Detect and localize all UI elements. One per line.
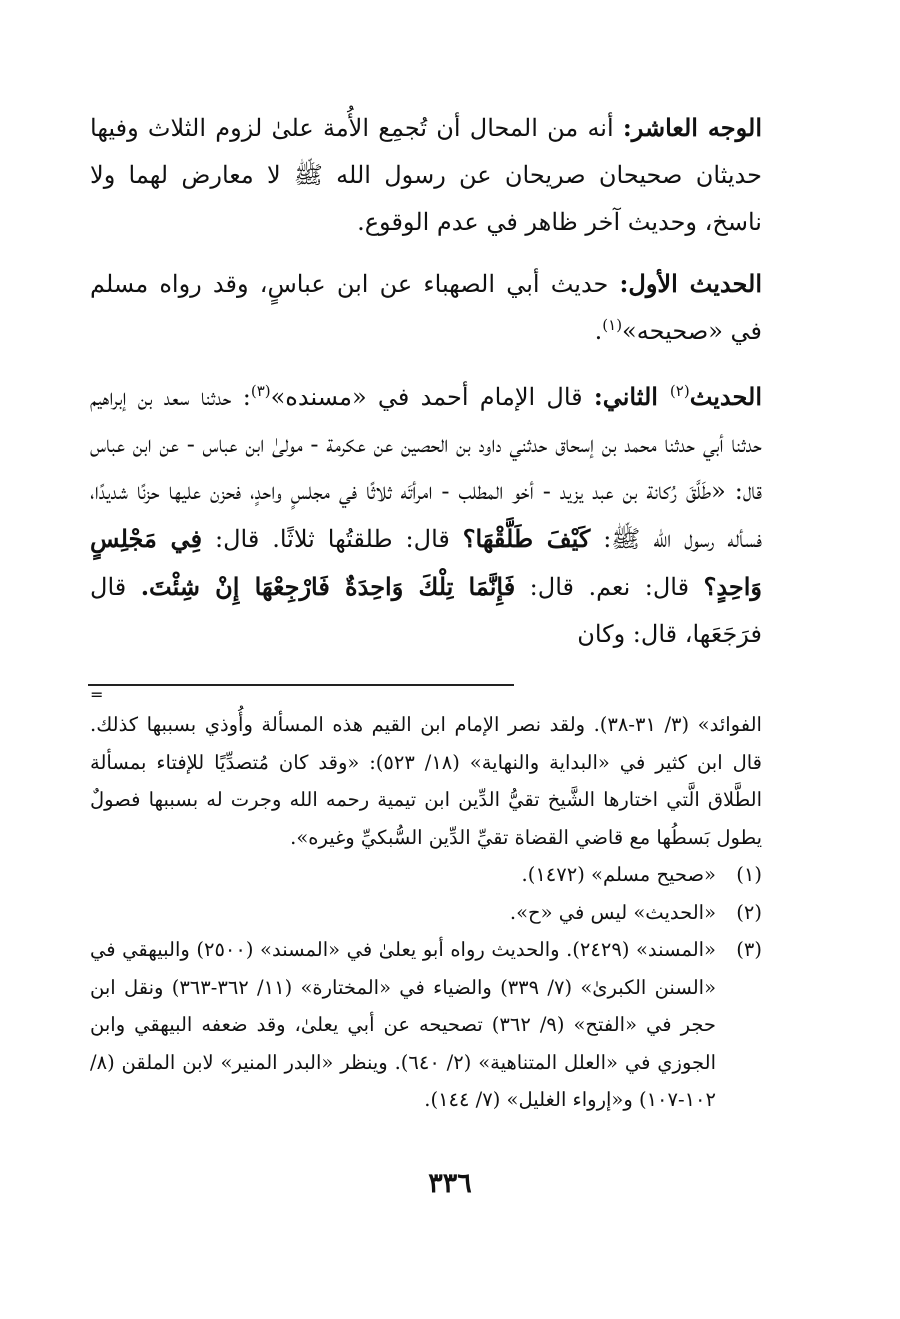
hadith-quote: فَإِنَّمَا تِلْكَ وَاحِدَةٌ فَارْجِعْهَا إِنْ شِئْتَ. (140, 572, 516, 601)
paragraph-heading: الحديث (689, 382, 763, 411)
paragraph-text: قال: نعم. قال: (515, 573, 704, 601)
footnote-text: «صحيح مسلم» (١٤٧٢). (521, 863, 716, 886)
footnote-ref-1[interactable]: (١) (602, 316, 623, 334)
paragraph-second-hadith (90, 373, 762, 658)
footnote-3 (90, 931, 762, 1119)
paragraph-heading: الوجه العاشر: (622, 113, 762, 142)
paragraph-first-hadith (90, 260, 762, 355)
paragraph-end: . (594, 317, 603, 345)
footnote-ref-2[interactable]: (٢) (669, 382, 690, 400)
footnote-separator (88, 684, 514, 686)
footnote-1 (90, 856, 762, 894)
paragraph-heading: الحديث الأول: (619, 269, 762, 298)
continuation-mark: = (90, 685, 104, 704)
footnote-continued: الفوائد» (٣/ ٣١-٣٨). ولقد نصر الإمام ابن القيم هذه المسألة وأُوذي بسببها كذلك. قال ابن كثير في «البداية والنهاية» (١٨/ ٥٢٣): «وقد كان مُتصدِّيًا للإفتاء بمسألة الطَّلاق الَّتي اختارها الشَّيخ تقيُّ الدِّين ابن تيمية رحمه الله وجرت له بسببها فصولٌ يطول بَسطُها مع قاضي القضاة تقيِّ الدِّين السُّبكيِّ وغيره». (90, 713, 762, 849)
paragraph-text: أنه من المحال أن تُجمِع الأُمة علىٰ لزوم الثلاث وفيها حديثان صحيحان صريحان عن رسول الله ﷺ لا معارض لهما ولا ناسخ، وحديث آخر ظاهر في عدم الوقوع. (90, 114, 762, 236)
page-number: ٣٣٦ (428, 1168, 472, 1199)
footnote-number: (١) (736, 863, 762, 886)
hadith-quote: كَيْفَ طَلَّقْهَا؟ (462, 524, 591, 553)
footnote-text: «الحديث» ليس في «ح». (509, 900, 716, 924)
paragraph-text: حديث أبي الصهباء عن ابن عباسٍ، وقد رواه مسلم في «صحيحه» (90, 270, 762, 345)
hadith-quote: فِي مَجْلِسٍ وَاحِدٍ؟ (90, 524, 763, 601)
footnote-number: (٢) (736, 900, 762, 924)
footnote-2 (90, 894, 762, 932)
paragraph-heading-cont: الثاني: (593, 382, 670, 411)
paragraph-text: قال الإمام أحمد في «مسنده» (270, 383, 594, 411)
footnote-text: «المسند» (٢٤٢٩). والحديث رواه أبو يعلىٰ في «المسند» (٢٥٠٠) والبيهقي في «السنن الكبرىٰ» (٧/ ٣٣٩) والضياء في «المختارة» (١١/ ٣٦٢-٣٦٣) ونقل ابن حجر في «الفتح» (٩/ ٣٦٢) تصحيحه عن أبي يعلىٰ، وقد ضعفه البيهقي وابن الجوزي في «العلل المتناهية» (٢/ ٦٤٠). وينظر «البدر المنير» لابن الملقن (٨/ ١٠٢-١٠٧) و«إرواء الغليل» (٧/ ١٤٤). (90, 938, 717, 1111)
paragraph-text: : حدثنا سعد بن إبراهيم حدثنا أبي حدثنا محمد بن إسحاق حدثني داود بن الحصين عن عكرمة - مولىٰ ابن عباس - عن ابن عباس قال: «طَلَّقَ رُكانة بن عبد يزيد - أخو المطلب - امرأتَه ثلاثًا في مجلسٍ واحدٍ، فحزن عليها حزنًا شديدًا، فسأله رسول الله ﷺ: (90, 383, 762, 553)
paragraph-tenth-aspect (90, 104, 762, 246)
footnotes (90, 706, 762, 1119)
main-text (90, 104, 762, 672)
paragraph-text: قال فرَجَعَها، قال: وكان (90, 573, 762, 648)
footnote-ref-3[interactable]: (٣) (250, 382, 271, 400)
paragraph-text: قال: طلقتُها ثلاثًا. قال: (202, 525, 463, 553)
footnote-number: (٣) (736, 938, 762, 961)
